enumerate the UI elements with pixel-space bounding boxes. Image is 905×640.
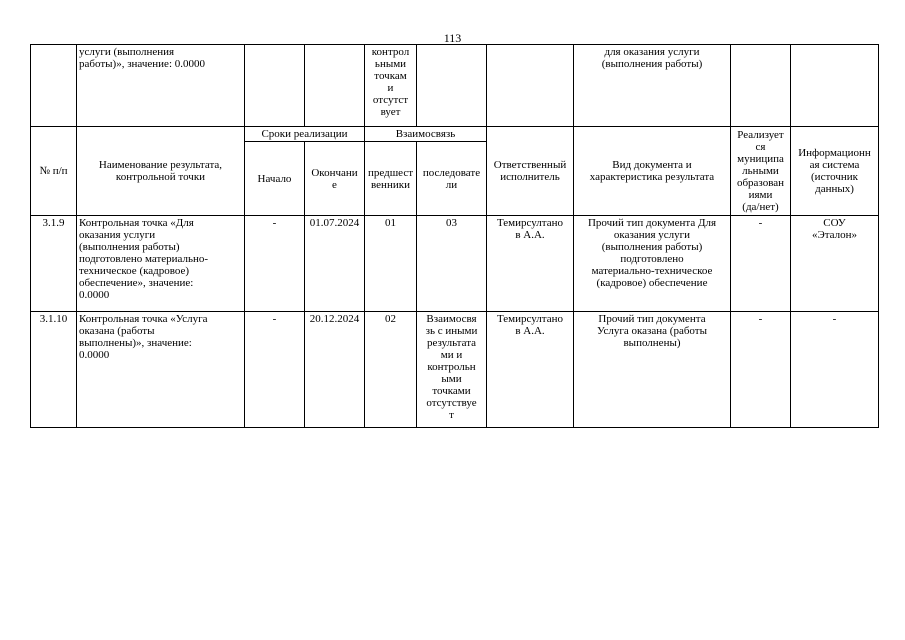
- header-municipal: Реализует ся муниципа льными образован иями (да/нет): [731, 127, 791, 216]
- row-info-system: -: [791, 312, 879, 428]
- continued-info-system-cell: [791, 45, 879, 127]
- header-name: Наименование результата, контрольной точки: [77, 127, 245, 216]
- header-info-system: Информационн ая система (источник данных): [791, 127, 879, 216]
- continued-num-cell: [31, 45, 77, 127]
- row-successors: Взаимосвя зь с иными результата ми и контрольн ыми точками отсутствуе т: [417, 312, 487, 428]
- row-predecessors: 02: [365, 312, 417, 428]
- table-row: [31, 216, 879, 312]
- header-end: Окончани е: [305, 142, 365, 216]
- row-municipal: -: [731, 216, 791, 312]
- continued-responsible-cell: [487, 45, 574, 127]
- row-end: 20.12.2024: [305, 312, 365, 428]
- continued-municipal-cell: [731, 45, 791, 127]
- continued-predecessors-cell: контрол ьными точкам и отсутст вует: [365, 45, 417, 127]
- row-info-system: СОУ «Эталон»: [791, 216, 879, 312]
- row-doc-type: Прочий тип документа Для оказания услуги (выполнения работы) подготовлено материально-техническое (кадровое) обеспечение: [574, 216, 731, 312]
- continued-row: [31, 45, 879, 127]
- header-row-top: [31, 127, 879, 142]
- header-terms: Сроки реализации: [245, 127, 365, 142]
- row-name: Контрольная точка «Для оказания услуги (выполнения работы) подготовлено материально- техническое (кадровое) обеспечение», значение: 0.0000: [77, 216, 245, 312]
- row-end: 01.07.2024: [305, 216, 365, 312]
- row-start: -: [245, 216, 305, 312]
- table-row: [31, 312, 879, 428]
- row-start: -: [245, 312, 305, 428]
- row-num: 3.1.9: [31, 216, 77, 312]
- header-start: Начало: [245, 142, 305, 216]
- header-predecessors: предшест венники: [365, 142, 417, 216]
- continued-end-cell: [305, 45, 365, 127]
- continued-name-cell: услуги (выполнения работы)», значение: 0.0000: [77, 45, 245, 127]
- row-successors: 03: [417, 216, 487, 312]
- row-name: Контрольная точка «Услуга оказана (работы выполнены)», значение: 0.0000: [77, 312, 245, 428]
- header-responsible: Ответственный исполнитель: [487, 127, 574, 216]
- row-predecessors: 01: [365, 216, 417, 312]
- row-responsible: Темирсултано в А.А.: [487, 216, 574, 312]
- header-doc-type: Вид документа и характеристика результата: [574, 127, 731, 216]
- continued-successors-cell: [417, 45, 487, 127]
- row-municipal: -: [731, 312, 791, 428]
- header-link: Взаимосвязь: [365, 127, 487, 142]
- header-successors: последовате ли: [417, 142, 487, 216]
- row-responsible: Темирсултано в А.А.: [487, 312, 574, 428]
- continued-doc-type-cell: для оказания услуги (выполнения работы): [574, 45, 731, 127]
- row-num: 3.1.10: [31, 312, 77, 428]
- row-doc-type: Прочий тип документа Услуга оказана (работы выполнены): [574, 312, 731, 428]
- header-num: № п/п: [31, 127, 77, 216]
- continued-start-cell: [245, 45, 305, 127]
- results-table: [30, 44, 879, 428]
- page-number: 113: [443, 31, 462, 45]
